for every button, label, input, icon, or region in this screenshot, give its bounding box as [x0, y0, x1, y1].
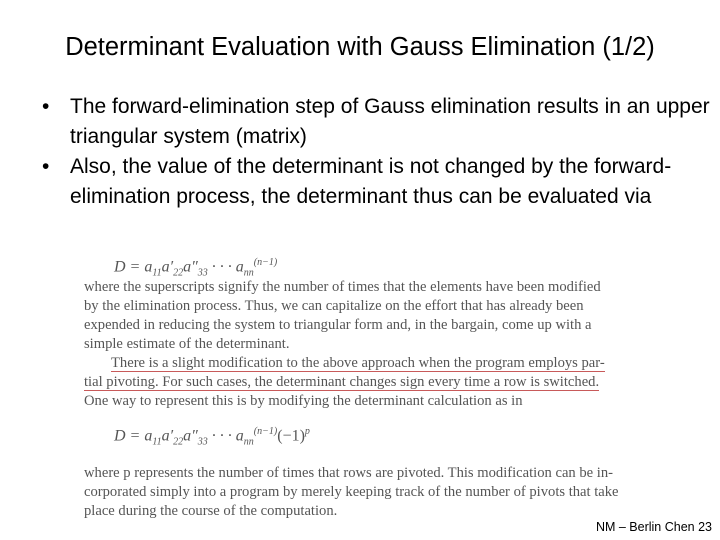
- slide-footer: NM – Berlin Chen 23: [595, 520, 712, 534]
- excerpt-line: where the superscripts signify the number of times that the elements have been modified: [84, 279, 601, 295]
- bullet-list: [30, 92, 710, 212]
- excerpt-paragraph-2: [84, 354, 644, 411]
- excerpt-paragraph-3: [84, 464, 644, 521]
- bullet-item: [30, 152, 710, 212]
- pivot-determinant-equation: $D = a_{11}a'_{22}a''_{33}$ · · · $a_{nn}^{(n-1)}(-1)^p$: [114, 426, 310, 448]
- excerpt-line: place during the course of the computation.: [84, 502, 338, 519]
- excerpt-line: by the elimination process. Thus, we can capitalize on the effort that has already been: [84, 298, 584, 314]
- bullet-text: The forward-elimination step of Gauss elimination results in an upper triangular system (matrix): [70, 95, 710, 148]
- bullet-item: [30, 92, 710, 152]
- excerpt-paragraph-1: [84, 278, 644, 354]
- bullet-dot-icon: •: [42, 95, 50, 118]
- bullet-text: Also, the value of the determinant is not changed by the forward-elimination process, the determinant thus can be evaluated via: [70, 155, 672, 208]
- bullet-dot-icon: •: [42, 155, 50, 178]
- excerpt-line: simple estimate of the determinant.: [84, 336, 290, 352]
- textbook-excerpt: [84, 252, 644, 521]
- excerpt-line: expended in reducing the system to triangular form and, in the bargain, come up with a: [84, 317, 592, 333]
- highlighted-line: tial pivoting. For such cases, the determinant changes sign every time a row is switched.: [84, 374, 600, 390]
- excerpt-line: One way to represent this is by modifying the determinant calculation as in: [84, 393, 523, 409]
- determinant-equation: $D = a_{11}a'_{22}a''_{33}$ · · · $a_{nn}^{(n-1)}$: [114, 257, 278, 279]
- highlighted-line: There is a slight modification to the above approach when the program employs par-: [111, 355, 605, 371]
- slide-title: Determinant Evaluation with Gauss Elimination (1/2): [65, 33, 655, 61]
- excerpt-line: corporated simply into a program by merely keeping track of the number of pivots that take: [84, 483, 619, 500]
- excerpt-line: where p represents the number of times that rows are pivoted. This modification can be in-: [84, 464, 614, 481]
